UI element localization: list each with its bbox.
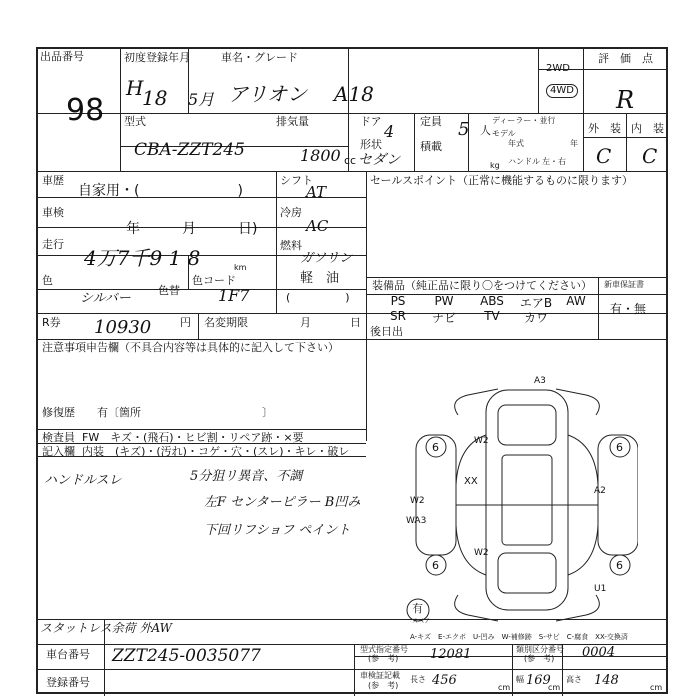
rear-label: 後日出	[370, 325, 403, 338]
color-code: 1F7	[218, 286, 250, 305]
class-number: 0004	[582, 645, 616, 660]
score: R	[616, 86, 635, 114]
model-label: 型式	[124, 115, 146, 128]
equipment-navi: ナビ	[431, 311, 456, 325]
shift-label: シフト	[280, 174, 313, 187]
ac: AC	[306, 217, 329, 235]
equipment-abs: ABS	[480, 294, 504, 308]
name-change-month-label: 月	[300, 316, 311, 329]
mark-w2-front: W2	[474, 436, 489, 446]
load-unit: kg	[490, 161, 500, 170]
interior-grade: C	[642, 144, 658, 168]
chassis-number: ZZT245-0035077	[112, 646, 261, 666]
shift: AT	[306, 183, 327, 201]
equipment-tv: TV	[484, 309, 500, 323]
bottom-note: スタットレス余荷 外AW	[40, 621, 172, 635]
width-value: 169	[526, 673, 551, 688]
mark-a3-top: A3	[534, 376, 546, 386]
comment-1: ハンドルスレ	[44, 473, 122, 488]
length-key: 長さ	[410, 675, 426, 684]
inspector-items: FW キズ・(飛石)・ヒビ割・リペア跡・×要	[82, 431, 304, 444]
mark-wa3: WA3	[406, 516, 427, 526]
interior-label: 内 装	[631, 122, 664, 135]
equipment-leather: カワ	[523, 311, 548, 325]
exterior-grade: C	[596, 144, 612, 168]
score-label: 評 価 点	[598, 52, 653, 65]
type-cert-label: 型式指定番号	[360, 645, 408, 654]
mark-w2-rear: W2	[474, 548, 489, 558]
inspection-label: 車検	[42, 206, 64, 219]
mileage: 4万7千9 1 8	[84, 246, 201, 270]
entry-label: 記入欄	[42, 445, 75, 458]
length-value: 456	[432, 673, 457, 688]
damage-legend: A-キズ E-エクボ U-凹み W-補修跡 S-サビ C-腐食 XX-交換済	[410, 633, 628, 641]
type-cert-sub: (参 考)	[368, 654, 399, 663]
equipment-pw: PW	[434, 294, 454, 308]
shape-label: 形状	[360, 138, 382, 151]
ac-label: 冷房	[280, 206, 302, 219]
usage-label: 車歴	[42, 174, 64, 187]
registration-number-label: 登録番号	[46, 676, 90, 689]
car-name: アリオン	[228, 82, 307, 106]
tire-rear-right: 6	[616, 559, 623, 572]
registration-month: 5月	[188, 90, 215, 109]
mileage-label: 走行	[42, 238, 64, 251]
year-unit: 年	[570, 139, 578, 148]
equipment-aw: AW	[566, 294, 586, 308]
width-unit: cm	[548, 683, 561, 692]
displacement: 1800	[300, 146, 341, 165]
comment-2: 5分狙リ異音、不調	[190, 469, 303, 484]
tire-front-left: 6	[432, 441, 439, 454]
lot-number-label: 出品番号	[40, 50, 84, 63]
warranty-label: 新車保証書	[604, 280, 644, 289]
recycle-label: R券	[42, 316, 61, 329]
warranty: 有・無	[610, 302, 647, 316]
equipment-airbag: エアB	[519, 296, 553, 310]
load-label: 積載	[420, 140, 442, 153]
handle-label: ハンドル	[508, 157, 540, 166]
era: H	[126, 76, 144, 100]
equipment-ps: PS	[390, 294, 406, 308]
displacement-label: 排気量	[276, 115, 309, 128]
chassis-label: 車台番号	[46, 648, 90, 661]
drive-4wd: 4WD	[546, 84, 578, 98]
length-unit: cm	[498, 683, 511, 692]
drive-2wd: 2WD	[546, 63, 570, 74]
displacement-unit: cc	[344, 154, 357, 167]
exterior-label: 外 装	[588, 122, 621, 135]
shape: セダン	[358, 152, 401, 168]
capacity-label: 定員	[420, 115, 442, 128]
width-key: 幅	[516, 675, 524, 684]
model-code: CBA-ZZT245	[134, 140, 245, 160]
type-cert-number: 12081	[430, 647, 472, 662]
inspection-date: 年 月 日)	[126, 221, 258, 237]
comment-4: 下回リフショフ ペイント	[204, 523, 351, 538]
color: シルバー	[80, 291, 131, 306]
mark-a2: A2	[594, 486, 606, 496]
doors-label: ドア	[360, 115, 382, 128]
mileage-unit: km	[234, 263, 247, 272]
doors: 4	[384, 122, 395, 141]
fuel-label: 燃料	[280, 239, 302, 252]
recycle-amount: 10930	[94, 317, 152, 338]
entry-items: 内装 (キズ)・(汚れ)・コゲ・穴・(スレ)・キレ・破レ	[82, 445, 350, 458]
fuel-gasoline: ガソリン	[300, 251, 353, 266]
spare-label: スペア	[412, 618, 431, 625]
tire-front-right: 6	[616, 441, 623, 454]
usage: 自家用・( )	[78, 183, 243, 199]
sales-point-title: セールスポイント（正常に機能するものに限ります）	[370, 174, 634, 187]
name-change-label: 名変期限	[204, 316, 248, 329]
color-change-label: 色替	[158, 284, 180, 297]
color-label: 色	[42, 274, 53, 287]
cert-label: 車検証記載	[360, 671, 400, 680]
class-label: 類別区分番号	[516, 645, 564, 654]
dealer-label: ディーラー・並行	[492, 116, 556, 125]
mark-xx: XX	[464, 476, 478, 487]
inspector-label: 検査員	[42, 431, 75, 444]
height-value: 148	[594, 673, 619, 688]
year-label: 年式	[508, 139, 524, 148]
capacity-unit: 人	[480, 124, 491, 137]
lot-number: 98	[66, 93, 105, 128]
height-unit: cm	[650, 683, 663, 692]
color-code-label: 色コード	[192, 274, 236, 287]
notes-title: 注意事項申告欄（不具合内容等は具体的に記入して下さい）	[42, 341, 339, 354]
name-change-day-label: 日	[350, 316, 361, 329]
comment-3: 左F センターピラー B凹み	[204, 495, 361, 510]
cert-sub: (参 考)	[368, 681, 399, 690]
auction-sheet	[36, 47, 668, 694]
repair-history: 修復歴 有〔箇所 〕	[42, 406, 273, 419]
mark-u1: U1	[594, 584, 607, 594]
height-key: 高さ	[566, 675, 582, 684]
equipment-title: 装備品（純正品に限り〇をつけてください）	[372, 279, 592, 292]
first-registration-label: 初度登録年月	[124, 51, 190, 64]
mark-w2-left: W2	[410, 496, 425, 506]
capacity: 5	[458, 119, 470, 140]
handle-options: 左・右	[542, 157, 566, 166]
recycle-unit: 円	[180, 316, 191, 329]
class-sub: (参 考)	[524, 654, 555, 663]
grade: A18	[334, 82, 374, 106]
fuel-other: ( )	[286, 291, 350, 304]
model-year-label: モデル	[492, 129, 516, 138]
equipment-sr: SR	[390, 309, 406, 323]
registration-year: 18	[142, 86, 168, 110]
fuel-diesel: 軽 油	[300, 271, 340, 286]
car-grade-label: 車名・グレード	[221, 51, 298, 64]
tire-rear-left: 6	[432, 559, 439, 572]
spare-tire: 有	[412, 602, 423, 615]
